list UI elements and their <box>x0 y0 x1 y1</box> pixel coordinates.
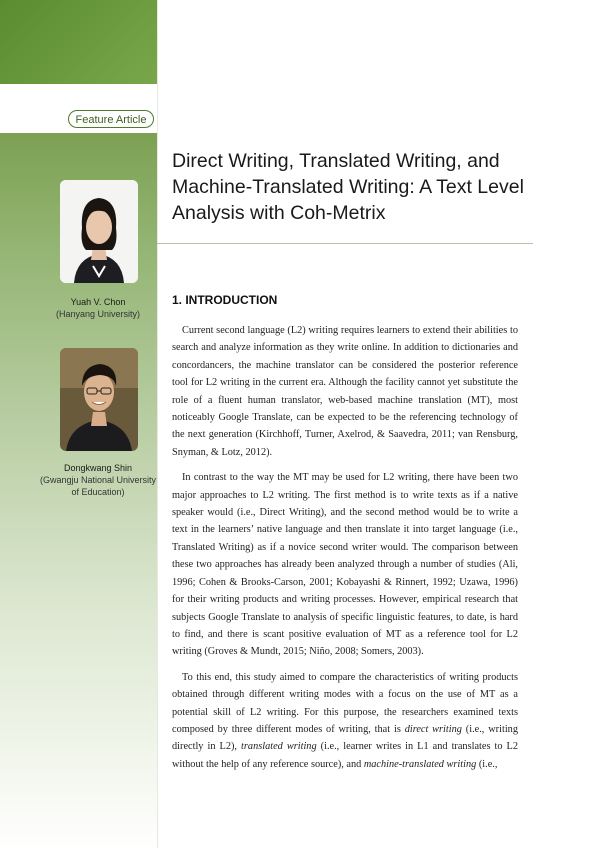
body-paragraph <box>172 322 518 461</box>
article-body <box>172 322 518 781</box>
paragraph-text: To this end, this study aimed to compare the characteristics of writing products obtained through different writing modes with a focus on the use of MT as a potential skill of L2 writing. For this purpose, the researchers examined texts composed by three different modes of writing, that is <box>172 671 518 735</box>
title-divider <box>157 243 533 244</box>
italic-term: translated writing <box>241 741 317 753</box>
paragraph-text: In contrast to the way the MT may be used for L2 writing, there have been two major approaches to L2 writing. The first method is to write texts as if a native speaker would (i.e., Direct Writing), and the second method would be to write a text in the learners’ native language and then translate it into target language (i.e., Translated Writing) as if a novice second writer would. The comparison between these two approaches has already been analyzed through a number of studies (Ali, 1996; Cohen & Brooks-Carson, 2001; Kobayashi & Rinnert, 1992; Uzawa, 1996) for their writing products and writing processes. However, empirical research that subjects Google Translate to analysis of specific linguistic features, to date, is hard to find, and there is scant positive evaluation of MT as a reference tool for L2 writing (Groves & Mundt, 2015; Niño, 2008; Somers, 2003). <box>172 472 518 658</box>
author-photo-1 <box>60 180 138 283</box>
paragraph-text: (i.e., <box>476 758 498 770</box>
body-paragraph <box>172 469 518 660</box>
author-2 <box>38 462 158 498</box>
header-green-block <box>0 0 157 84</box>
feature-article-badge: Feature Article <box>68 110 154 128</box>
section-heading: 1. INTRODUCTION <box>172 293 278 307</box>
body-paragraph <box>172 669 518 773</box>
italic-term: direct writing <box>404 723 462 735</box>
author-1-name: Yuah V. Chon <box>70 297 126 307</box>
author-2-affiliation: (Gwangju National University of Education) <box>39 475 157 497</box>
sidebar-divider <box>157 0 158 848</box>
article-title: Direct Writing, Translated Writing, and Machine-Translated Writing: A Text Level Analysis with Coh-Metrix <box>172 150 524 224</box>
paragraph-text: (i.e., learner writes in L1 and translates to L2 without the help of any reference source), and <box>172 741 518 770</box>
italic-term: machine-translated writing <box>363 758 477 770</box>
author-photo-2 <box>60 348 138 451</box>
author-2-name: Dongkwang Shin <box>63 463 133 473</box>
paragraph-text: (i.e., writing directly in L2), <box>172 723 518 753</box>
author-1-affiliation: (Hanyang University) <box>55 309 141 319</box>
author-1 <box>38 296 158 320</box>
paragraph-text: Current second language (L2) writing requires learners to extend their abilities to search and analyze information as they write online. In addition to dictionaries and concordancers, the machine translator can be considered the posterior reference tool for L2 writing in the current era. Although the facility cannot yet substitute the role of a fluent human translator, web-based machine translation (MT), most noticeably Google Translate, can be expected to be the referencing technology of the next generation (Kirchhoff, Turner, Axelrod, & Saavedra, 2011; van Rensburg, Snyman, & Lotz, 2012). <box>172 325 518 458</box>
